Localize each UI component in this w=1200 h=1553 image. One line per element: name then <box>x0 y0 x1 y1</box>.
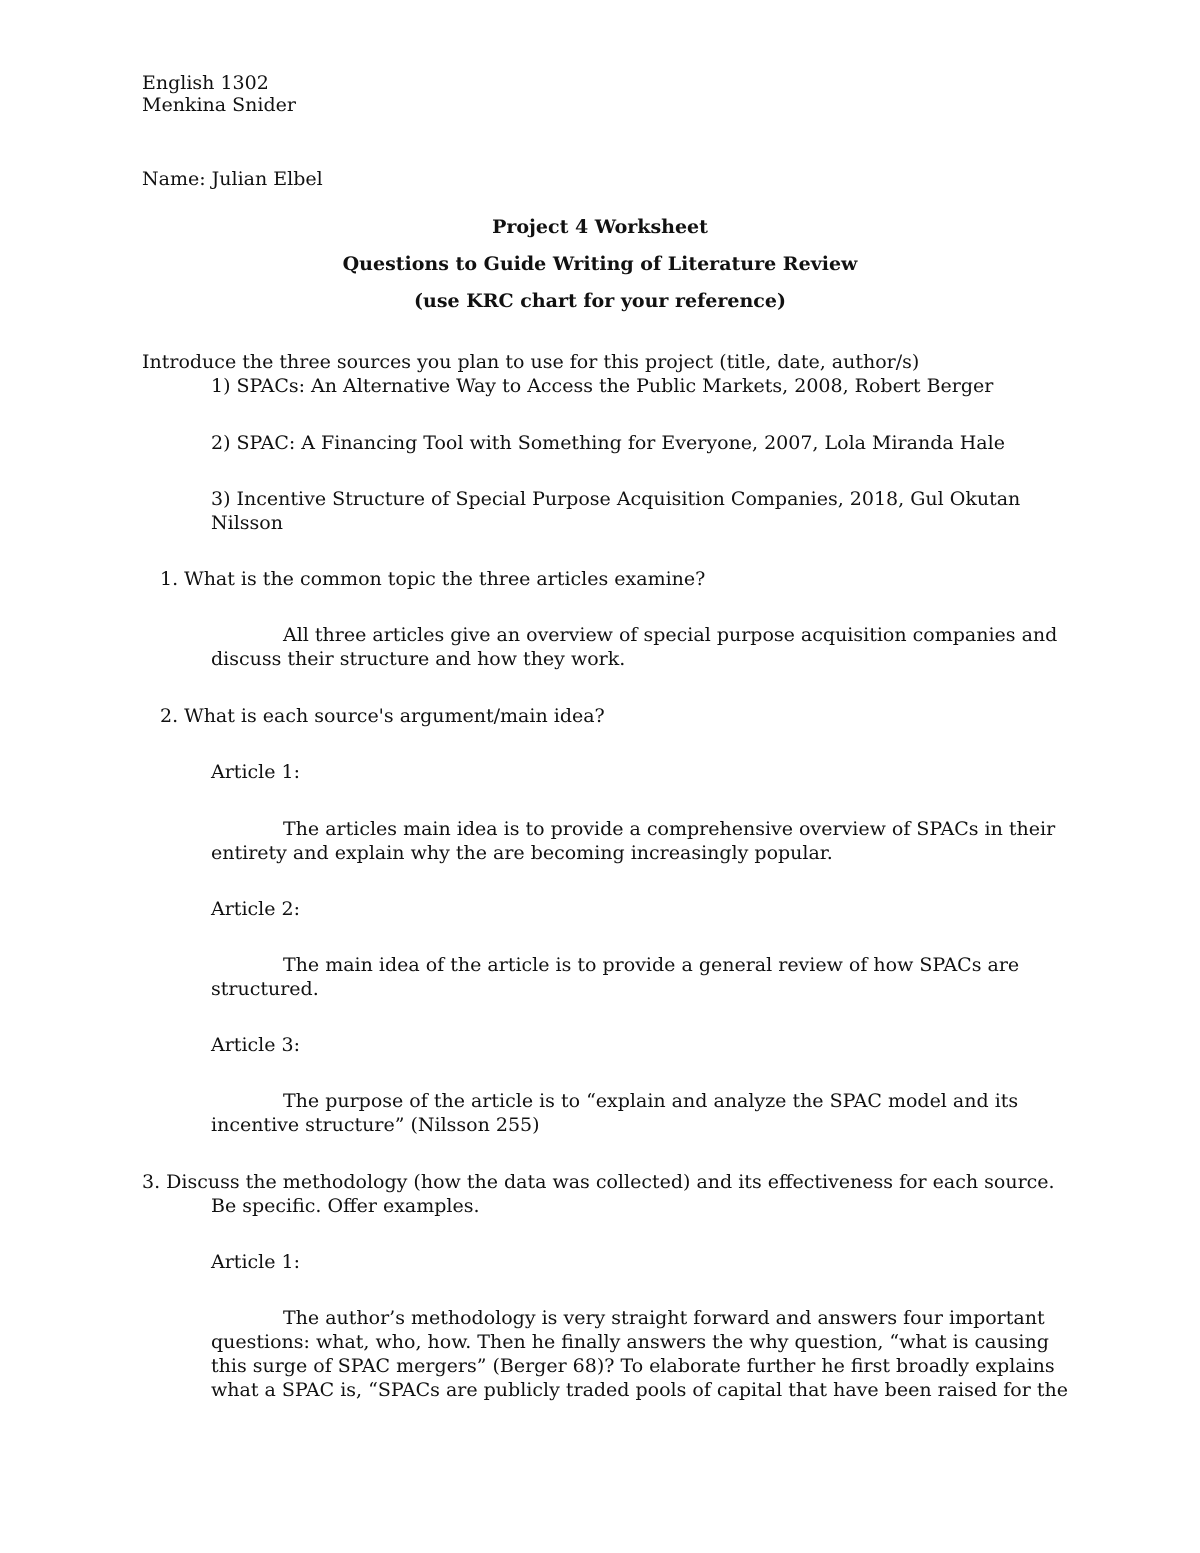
worksheet-note: (use KRC chart for your reference) <box>414 290 786 312</box>
q3-article-1-label: Article 1: <box>211 1251 301 1273</box>
source-2: 2) SPAC: A Financing Tool with Something for Everyone, 2007, Lola Miranda Hale <box>211 432 1005 454</box>
question-2: 2. What is each source's argument/main idea? <box>160 705 605 727</box>
q2-article-1-line-2: entirety and explain why the are becoming increasingly popular. <box>211 842 833 864</box>
q2-article-3-text-1: The purpose of the article is to “explain and analyze the SPAC model and its <box>283 1090 1019 1112</box>
q3-article-1-text-1: The author’s methodology is very straight forward and answers four important <box>283 1307 1045 1329</box>
instructor-label: Menkina Snider <box>142 94 296 116</box>
q2-article-2-line-2: structured. <box>211 978 319 1000</box>
q2-article-3-line-1 <box>211 1089 1018 1113</box>
course-label: English 1302 <box>142 72 269 94</box>
q2-article-1-line-1 <box>211 817 1055 841</box>
q3-article-1-line-2: questions: what, who, how. Then he finally answers the why question, “what is causing <box>211 1331 1049 1353</box>
q2-article-2-label: Article 2: <box>211 898 301 920</box>
worksheet-subtitle: Questions to Guide Writing of Literature Review <box>342 253 858 275</box>
question-3-line-1: 3. Discuss the methodology (how the data was collected) and its effectiveness for each source. <box>142 1171 1055 1193</box>
question-3-line-2: Be specific. Offer examples. <box>211 1195 480 1217</box>
source-3-line-1: 3) Incentive Structure of Special Purpose Acquisition Companies, 2018, Gul Okutan <box>211 488 1021 510</box>
student-name: Name: Julian Elbel <box>142 168 323 190</box>
answer-1-line-1 <box>211 623 1057 647</box>
q2-article-3-line-2: incentive structure” (Nilsson 255) <box>211 1114 540 1136</box>
answer-1-line-2: discuss their structure and how they work. <box>211 648 626 670</box>
q2-article-2-line-1 <box>211 953 1019 977</box>
q2-article-1-text-1: The articles main idea is to provide a comprehensive overview of SPACs in their <box>283 818 1056 840</box>
q3-article-1-line-1 <box>211 1306 1045 1330</box>
source-3-line-2: Nilsson <box>211 512 283 534</box>
question-1: 1. What is the common topic the three articles examine? <box>160 568 706 590</box>
q2-article-1-label: Article 1: <box>211 761 301 783</box>
q2-article-3-label: Article 3: <box>211 1034 301 1056</box>
worksheet-title: Project 4 Worksheet <box>492 216 708 238</box>
intro-prompt: Introduce the three sources you plan to use for this project (title, date, author/s) <box>142 351 920 373</box>
q2-article-2-text-1: The main idea of the article is to provide a general review of how SPACs are <box>283 954 1020 976</box>
q3-article-1-line-3: this surge of SPAC mergers” (Berger 68)? To elaborate further he first broadly explains <box>211 1355 1055 1377</box>
answer-1-text-1: All three articles give an overview of special purpose acquisition companies and <box>283 624 1058 646</box>
source-1: 1) SPACs: An Alternative Way to Access the Public Markets, 2008, Robert Berger <box>211 375 994 397</box>
q3-article-1-line-4: what a SPAC is, “SPACs are publicly traded pools of capital that have been raised for the <box>211 1379 1068 1401</box>
